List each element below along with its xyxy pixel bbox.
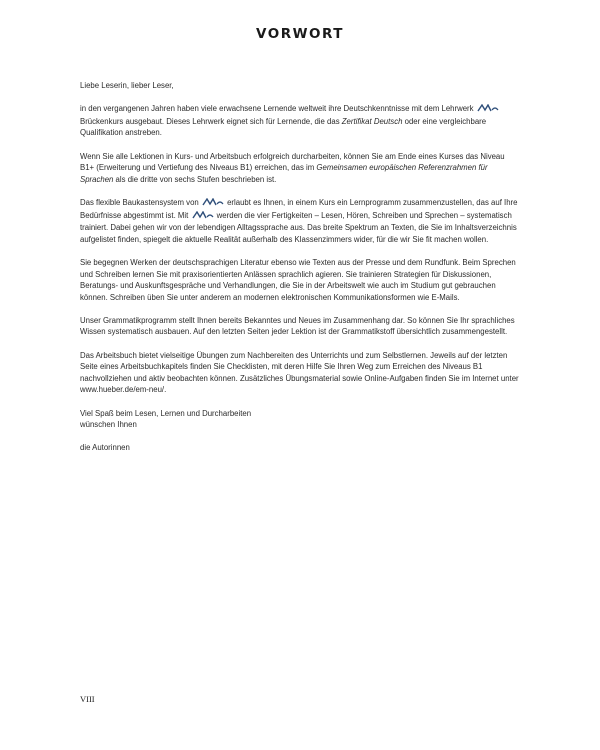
paragraph-1-text-d: oder eine vergleichbare Qualifikation anstreben. bbox=[80, 116, 487, 138]
paragraph-6: Das Arbeitsbuch bietet vielseitige Übungen zum Nachbereiten des Unterrichts und zum Selbstlernen. Jeweils auf der letzten Seite eines Arbeitsbuchkapitels finden Sie Checklisten, mit deren Hilfe Sie Ihren Weg zum Erreichen des Niveaus B1 nachvollziehen und aktiv beobachten können. Zusätzliches Übungsmaterial sowie Online-Aufgaben finden Sie im Internet unter www.hueber.de/em-neu/. bbox=[80, 350, 519, 395]
paragraph-3 bbox=[80, 197, 520, 245]
paragraph-4: Sie begegnen Werken der deutschsprachigen Literatur ebenso wie Texten aus der Presse und dem Rundfunk. Beim Sprechen und Schreiben lernen Sie mit praxisorientierten Anlässen sprachlich agieren. Sie trainieren Strategien für Diskussionen, Beratungs- und Auskunftsgespräche und Verhandlungen, die Sie in der Arbeitswelt wie auch im Studium gut gebrauchen können. Schreiben üben Sie unter anderem an modernen elektronischen Kommunikationsformen wie E-Mails. bbox=[80, 257, 516, 302]
em-logo-icon bbox=[477, 104, 499, 116]
paragraph-2-text-c: als die dritte von sechs Stufen beschrieben ist. bbox=[113, 174, 277, 184]
page-title: VORWORT bbox=[256, 26, 344, 42]
paragraph-1-text-b: Brückenkurs ausgebaut. Dieses Lehrwerk eignet sich für Lernende, die das bbox=[80, 116, 342, 126]
closing-line-2: wünschen Ihnen bbox=[80, 420, 137, 430]
referenzrahmen-text: Gemeinsamen europäischen Referenzrahmen für Sprachen bbox=[80, 163, 488, 184]
paragraph-3-text-a: Das flexible Baukastensystem von bbox=[80, 197, 199, 207]
em-logo-icon bbox=[202, 198, 224, 210]
salutation: Liebe Leserin, lieber Leser, bbox=[80, 81, 174, 90]
zertifikat-deutsch-text: Zertifikat Deutsch bbox=[341, 116, 403, 126]
paragraph-1-text-a: in den vergangenen Jahren haben viele erwachsene Lernende weltweit ihre Deutschkenntnisse mit dem Lehrwerk bbox=[80, 104, 474, 114]
paragraph-2 bbox=[80, 151, 520, 186]
closing-line-1: Viel Spaß beim Lesen, Lernen und Durcharbeiten bbox=[80, 408, 252, 418]
preface-body bbox=[80, 80, 520, 466]
em-logo-icon bbox=[192, 211, 214, 223]
signature: die Autorinnen bbox=[80, 443, 130, 453]
paragraph-3-text-b: erlaubt es Ihnen, in einem Kurs ein Lernprogramm zusammenzustellen, das auf Ihre Bedürfnisse abgestimmt ist. Mit bbox=[80, 197, 518, 220]
paragraph-1 bbox=[80, 103, 520, 139]
paragraph-5: Unser Grammatikprogramm stellt Ihnen bereits Bekanntes und Neues im Zusammenhang dar. So können Sie Ihr sprachliches Wissen systematisch ausbauen. Auf den letzten Seiten jeder Lektion ist der Grammatikstoff übersichtlich zusammengestellt. bbox=[80, 315, 515, 337]
paragraph-2-text-a: Wenn Sie alle Lektionen in Kurs- und Arbeitsbuch erfolgreich durcharbeiten, können Sie am Ende eines Kurses das Niveau B1+ (Erweiterung und Vertiefung des Niveaus B1) erreichen, das im bbox=[80, 151, 505, 173]
paragraph-3-text-c: werden die vier Fertigkeiten – Lesen, Hören, Schreiben und Sprechen – systematisch trainiert. Dabei gehen wir von der lebendigen Alltagssprache aus. Das breite Spektrum an Texten, die Sie im Inhaltsverzeichnis aufgelistet finden, spiegelt die aktuelle Realität außerhalb des Klassenzimmers wider, für die wir Sie fit machen wollen. bbox=[80, 210, 517, 244]
page-number: VIII bbox=[80, 694, 95, 704]
